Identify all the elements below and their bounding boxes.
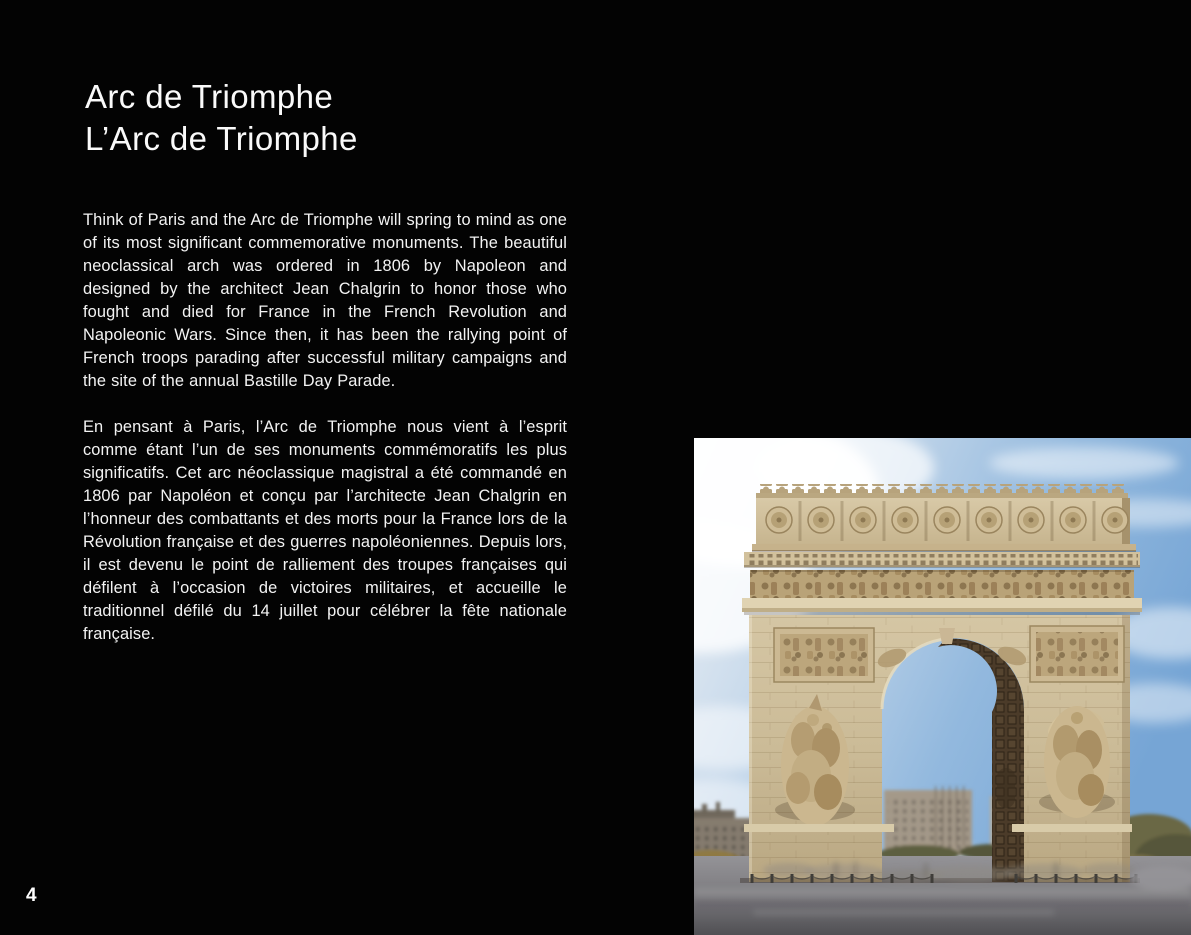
attic-medallions — [766, 507, 1128, 533]
relief-panel-right — [1030, 626, 1124, 682]
paragraph-english: Think of Paris and the Arc de Triomphe will spring to mind as one of its most significant commemorative monuments. The beautiful neoclassical arch was ordered in 1806 by Napoleon and designed by the architect Jean Chalgrin to honor those who fought and died for France in the French Revolution and Napoleonic Wars. Since then, it has been the rallying point of French troops parading after successful military campaigns and the site of the annual Bastille Day Parade. — [83, 211, 567, 390]
arc-photo-illustration — [694, 438, 1191, 935]
bottom-vignette — [694, 898, 1191, 935]
page-title — [85, 76, 358, 160]
title-line-french: L’Arc de Triomphe — [85, 120, 358, 157]
relief-panel-left — [774, 628, 874, 682]
sculpted-frieze — [750, 570, 1134, 598]
arc-de-triomphe-photo — [694, 438, 1191, 935]
title-line-english: Arc de Triomphe — [85, 78, 334, 115]
paragraph-french: En pensant à Paris, l’Arc de Triomphe nous vient à l’esprit comme étant l’un de ses monuments commémoratifs les plus significatifs. Cet arc néoclassique magistral a été commandé en 1806 par Napoléon et conçu par l’architecte Jean Chalgrin en l’honneur des combattants et des morts pour la France lors de la Révolution française et des guerres napoléoniennes. Depuis lors, il est devenu le point de ralliement des troupes françaises qui défilent à l’occasion de victoires militaires, et accueille le traditionnel défilé du 14 juillet pour célébrer la fête nationale française. — [83, 418, 567, 643]
page-number: 4 — [26, 885, 37, 906]
